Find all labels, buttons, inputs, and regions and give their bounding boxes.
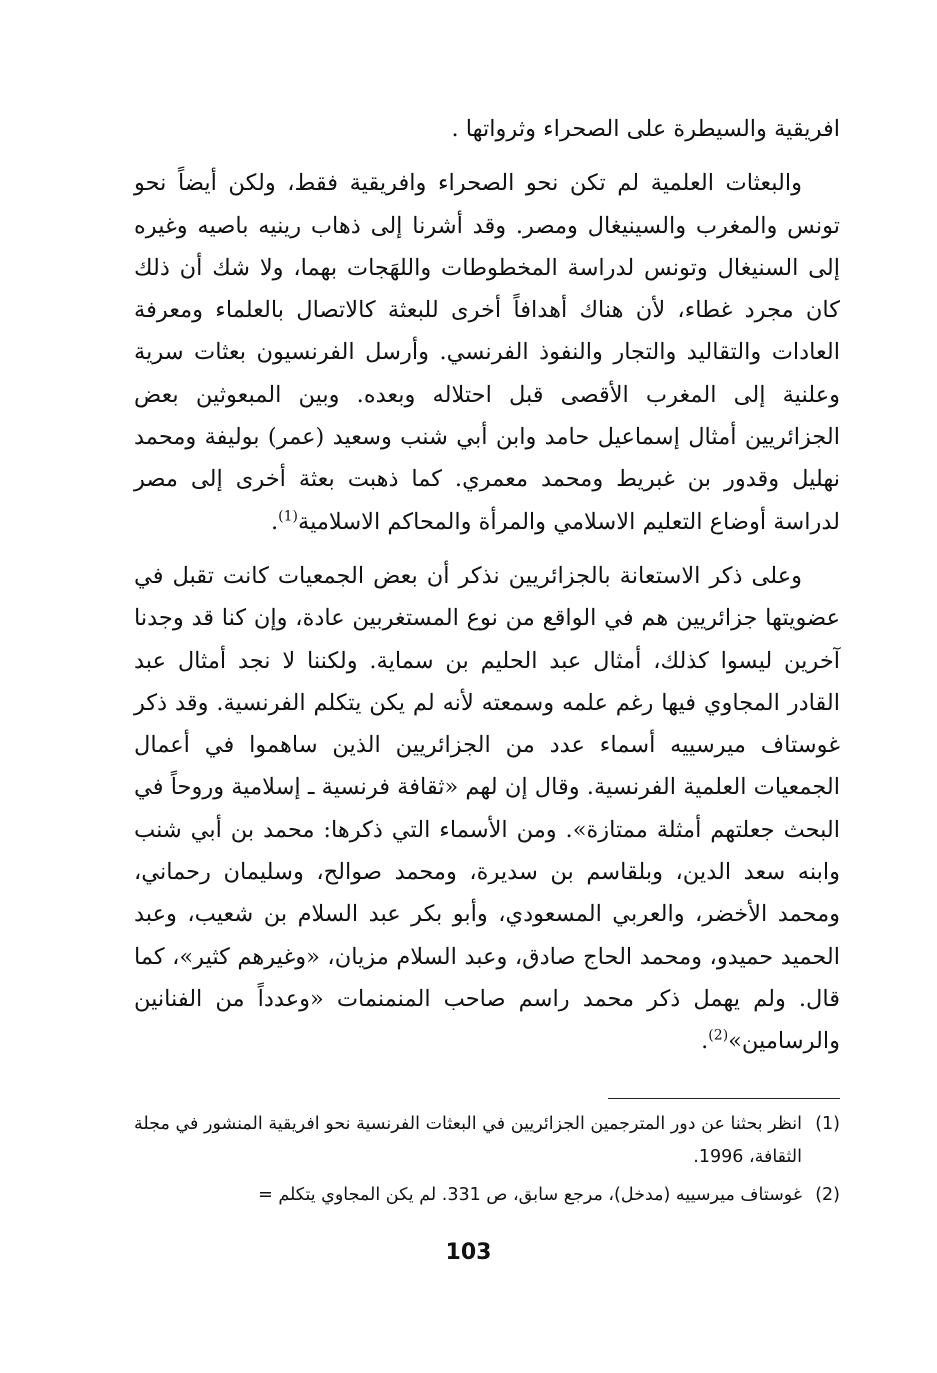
paragraph-continuation bbox=[134, 108, 840, 150]
page-number: 103 bbox=[445, 1240, 492, 1265]
footnote-text: غوستاف ميرسييه (مدخل)، مرجع سابق، ص 331. لم يكن المجاوي يتكلم = bbox=[258, 1185, 802, 1205]
paragraph-scientific-missions bbox=[134, 162, 840, 543]
footnotes bbox=[134, 1108, 840, 1212]
footnote-ref-2[interactable]: (2) bbox=[708, 1027, 729, 1044]
paragraph-algerian-members bbox=[134, 555, 840, 1063]
footnote-number: (2) bbox=[815, 1185, 840, 1205]
footnote-2 bbox=[134, 1179, 840, 1212]
footnote-ref-1[interactable]: (1) bbox=[278, 508, 298, 525]
paragraph-text: وعلى ذكر الاستعانة بالجزائريين نذكر أن بعض الجمعيات كانت تقبل في عضويتها جزائريين هم في الواقع من نوع المستغربين عادة، وإن كنا قد وجدنا آخرين ليسوا كذلك، أمثال عبد الحليم بن سماية. ولكننا لا نجد أمثال عبد القادر المجاوي فيها رغم علمه وسمعته لأنه لم يكن يتكلم الفرنسية. وقد ذكر غوستاف ميرسييه أسماء عدد من الجزائريين الذين ساهموا في أعمال الجمعيات العلمية الفرنسية. وقال إن لهم «ثقافة فرنسية ـ إسلامية وروحاً في البحث جعلتهم أمثلة ممتازة». ومن الأسماء التي ذكرها: محمد بن أبي شنب وابنه سعد الدين، وبلقاسم بن سديرة، ومحمد صوالح، وسليمان رحماني، ومحمد الأخضر، والعربي المسعودي، وأبو بكر عبد السلام بن شعيب، وعبد الحميد حميدو، ومحمد الحاج صادق، وعبد السلام مزيان، «وغيرهم كثير»، كما قال. ولم يهمل ذكر محمد راسم صاحب المنمنمات «وعدداً من الفنانين والرسامين» bbox=[134, 562, 840, 1055]
paragraph-text: والبعثات العلمية لم تكن نحو الصحراء وافريقية فقط، ولكن أيضاً نحو تونس والمغرب والسينيغال ومصر. وقد أشرنا إلى ذهاب رينيه باصيه وغيره إلى السنيغال وتونس لدراسة المخطوطات واللهَجات بهما، ولا شك أن ذلك كان مجرد غطاء، لأن هناك أهدافاً أخرى للبعثة كالاتصال بالعلماء ومعرفة العادات والتقاليد والتجار والنفوذ الفرنسي. وأرسل الفرنسيون بعثات سرية وعلنية إلى المغرب الأقصى قبل احتلاله وبعده. وبين المبعوثين بعض الجزائريين أمثال إسماعيل حامد وابن أبي شنب وسعيد (عمر) بوليفة ومحمد نهليل وقدور بن غبريط ومحمد معمري. كما ذهبت بعثة أخرى إلى مصر لدراسة أوضاع التعليم الاسلامي والمرأة والمحاكم الاسلامية bbox=[134, 170, 840, 535]
paragraph-text: افريقية والسيطرة على الصحراء وثرواتها . bbox=[451, 116, 840, 142]
footnote-divider bbox=[608, 1098, 840, 1099]
paragraph-tail: . bbox=[270, 508, 279, 535]
paragraph-tail: . bbox=[701, 1028, 709, 1055]
footnote-1 bbox=[134, 1108, 840, 1174]
page-body bbox=[134, 108, 840, 1063]
footnote-number: (1) bbox=[815, 1114, 840, 1134]
footnote-text: انظر بحثنا عن دور المترجمين الجزائريين في البعثات الفرنسية نحو افريقية المنشور في مجلة الثقافة، 1996. bbox=[134, 1114, 802, 1167]
